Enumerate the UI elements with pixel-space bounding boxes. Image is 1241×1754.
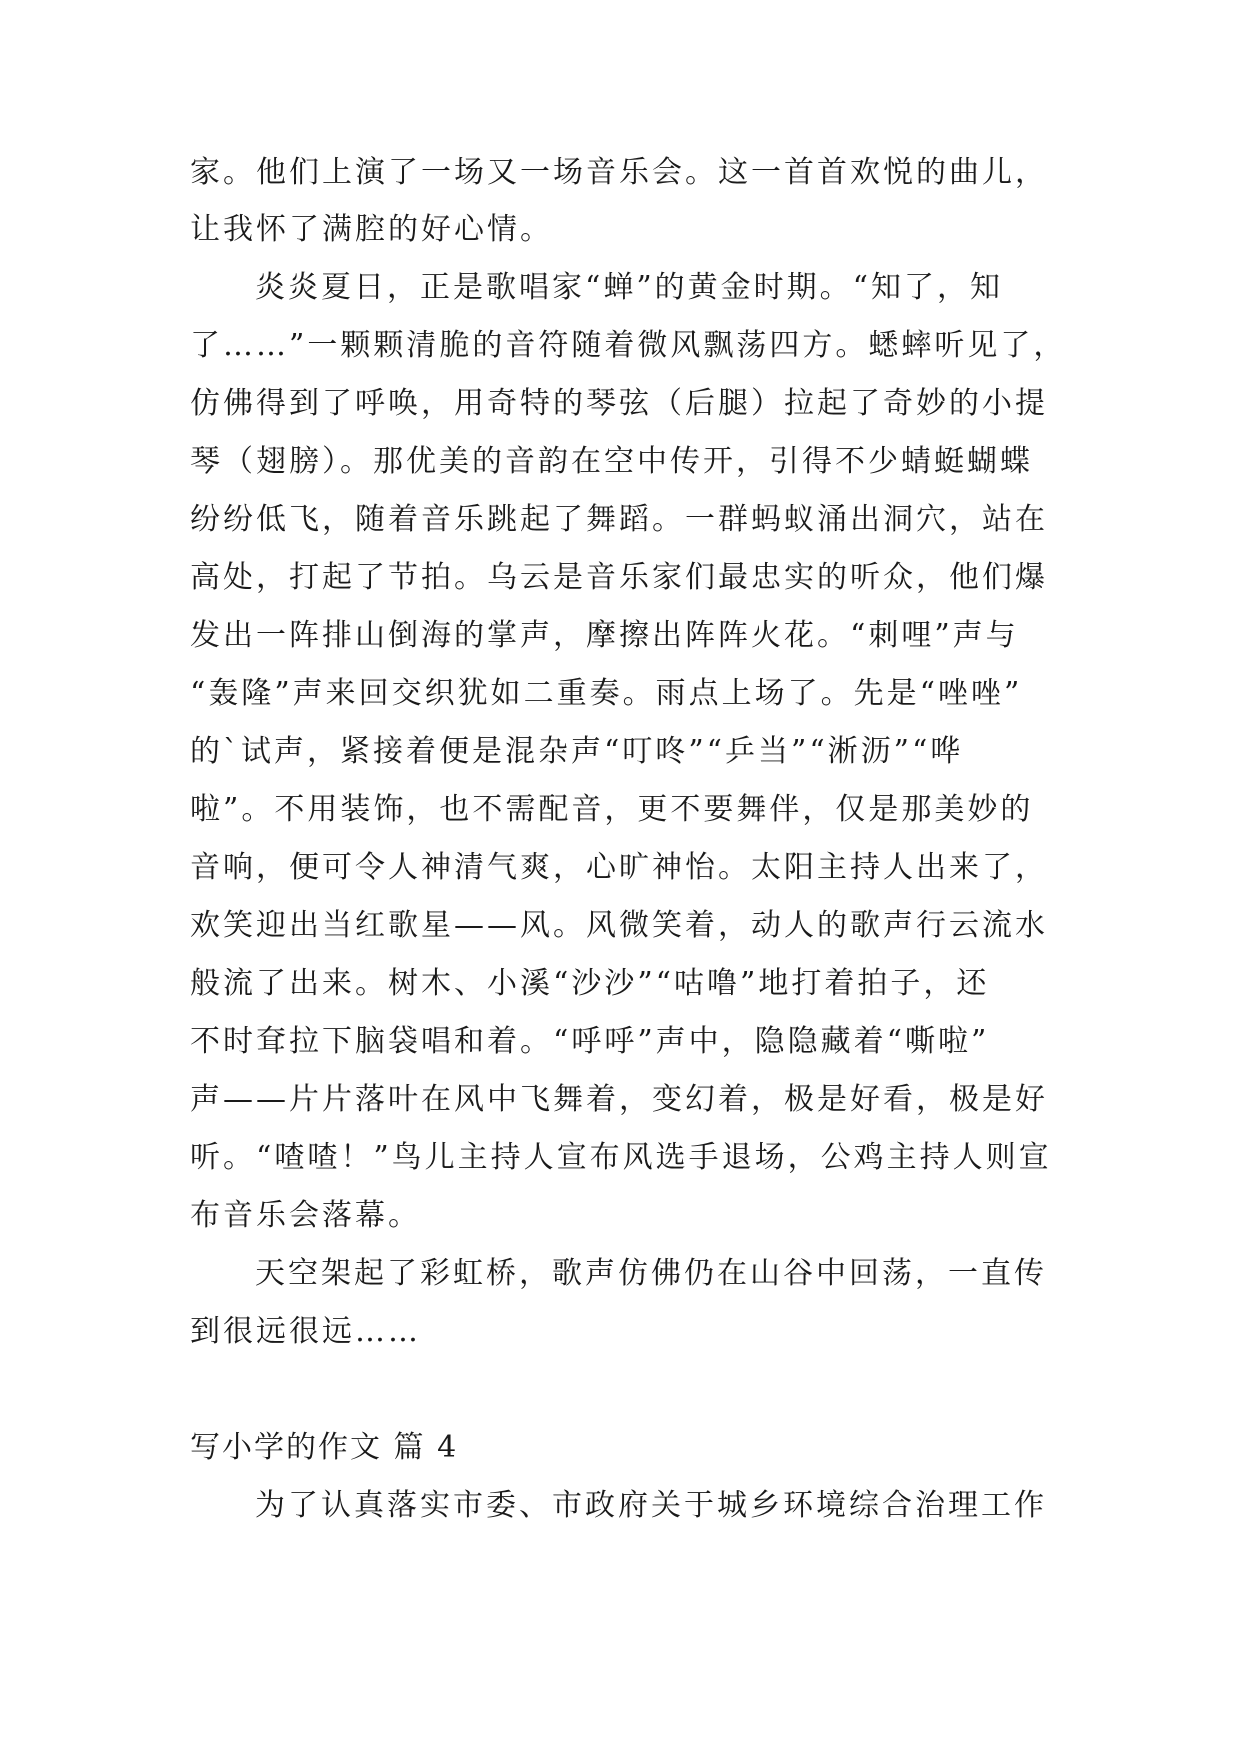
text-line: 听。“喳喳！”鸟儿主持人宣布风选手退场，公鸡主持人则宣	[190, 1140, 1052, 1175]
section-heading: 写小学的作文 篇 4	[190, 1430, 459, 1465]
text-line: 为了认真落实市委、市政府关于城乡环境综合治理工作	[255, 1488, 1047, 1523]
text-line: 啦”。不用装饰，也不需配音，更不要舞伴，仅是那美妙的	[190, 792, 1034, 827]
text-line: 高处，打起了节拍。乌云是音乐家们最忠实的听众，他们爆	[190, 560, 1048, 595]
text-line: 的`试声，紧接着便是混杂声“叮咚”“乒当”“淅沥”“哗	[190, 734, 964, 769]
text-line: 仿佛得到了呼唤，用奇特的琴弦（后腿）拉起了奇妙的小提	[190, 386, 1048, 421]
text-line: 声——片片落叶在风中飞舞着，变幻着，极是好看，极是好	[190, 1082, 1048, 1117]
text-line: 布音乐会落幕。	[190, 1198, 421, 1233]
text-line: 让我怀了满腔的好心情。	[190, 212, 553, 247]
text-line: 般流了出来。树木、小溪“沙沙”“咕噜”地打着拍子，还	[190, 966, 990, 1001]
text-line: 家。他们上演了一场又一场音乐会。这一首首欢悦的曲儿，	[190, 155, 1048, 190]
text-line: 纷纷低飞，随着音乐跳起了舞蹈。一群蚂蚁涌出洞穴，站在	[190, 502, 1048, 537]
text-line: 琴（翅膀）。那优美的音韵在空中传开，引得不少蜻蜓蝴蝶	[190, 444, 1033, 479]
text-line: 了……”一颗颗清脆的音符随着微风飘荡四方。蟋蟀听见了，	[190, 328, 1067, 363]
text-line: 天空架起了彩虹桥，歌声仿佛仍在山谷中回荡，一直传	[255, 1256, 1047, 1291]
text-line: “轰隆”声来回交织犹如二重奏。雨点上场了。先是“唑唑”	[190, 676, 1023, 711]
text-line: 发出一阵排山倒海的掌声，摩擦出阵阵火花。“刺哩”声与	[190, 618, 1019, 653]
text-line: 到很远很远……	[190, 1314, 421, 1349]
text-line: 炎炎夏日，正是歌唱家“蝉”的黄金时期。“知了，知	[255, 270, 1004, 305]
text-line: 不时耷拉下脑袋唱和着。“呼呼”声中，隐隐藏着“嘶啦”	[190, 1024, 990, 1059]
text-line: 音响，便可令人神清气爽，心旷神怡。太阳主持人出来了，	[190, 850, 1048, 885]
text-line: 欢笑迎出当红歌星——风。风微笑着，动人的歌声行云流水	[190, 908, 1048, 943]
